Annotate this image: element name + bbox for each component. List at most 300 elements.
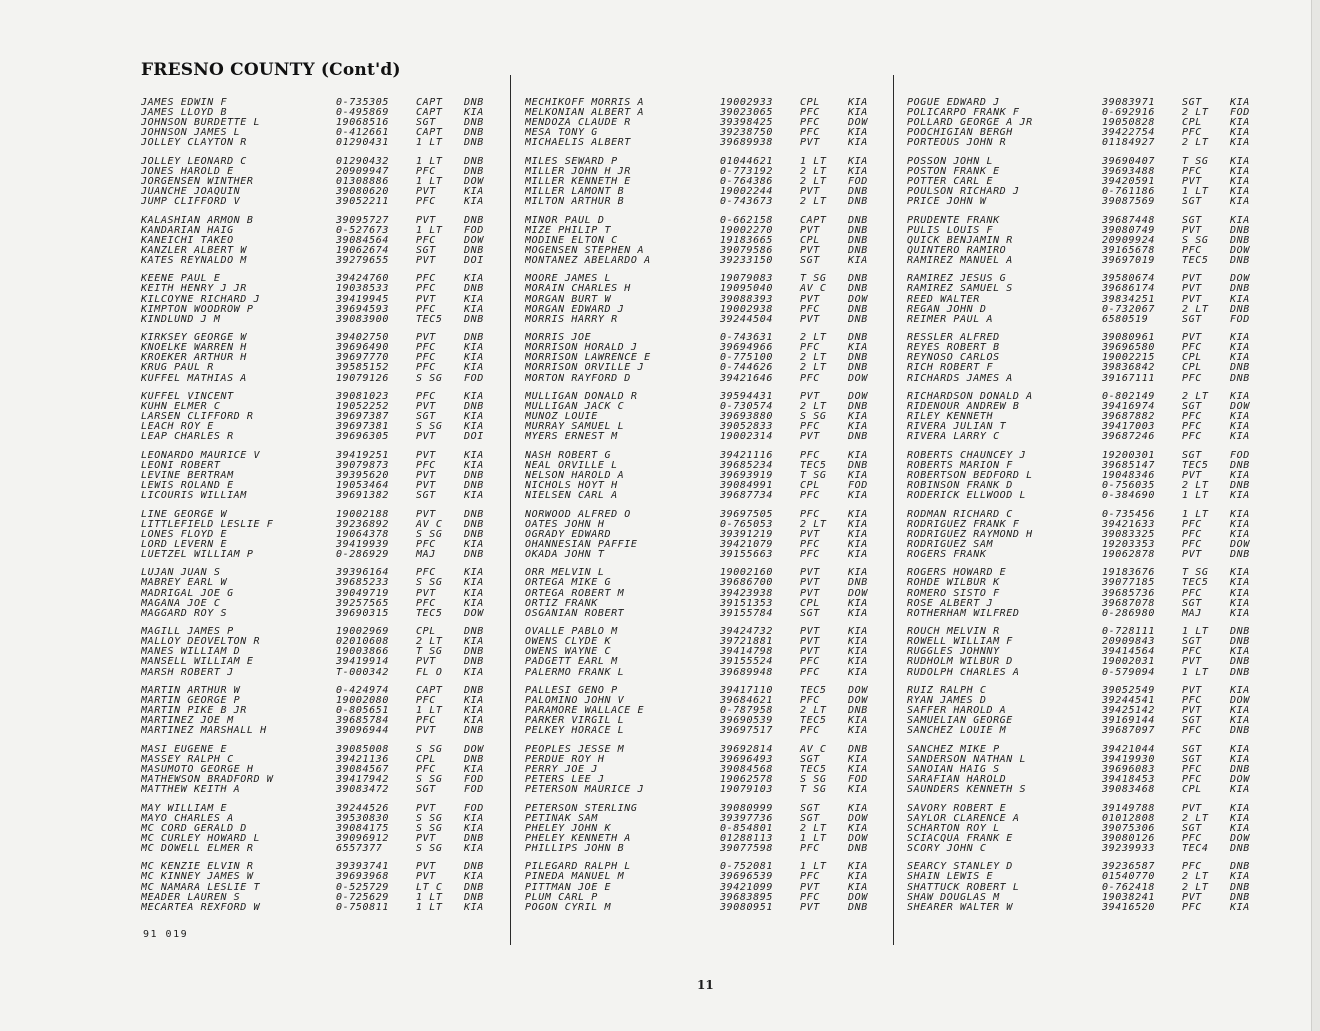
status-code: KIA <box>464 490 484 502</box>
status-code: KIA <box>848 871 868 883</box>
soldier-name: NEAL ORVILLE L <box>525 460 618 471</box>
roster-row <box>907 333 1267 343</box>
roster-row <box>141 824 501 834</box>
status-code: FOD <box>848 480 868 492</box>
rank: PVT <box>1182 283 1202 295</box>
serial-number: 39696490 <box>336 342 389 354</box>
soldier-name: MASUMOTO GEORGE H <box>141 764 254 775</box>
status-code: KIA <box>848 626 868 638</box>
rank: 2 LT <box>1182 871 1209 883</box>
roster-row <box>141 432 501 442</box>
serial-number: 39687078 <box>1102 597 1155 609</box>
soldier-name: SHAW DOUGLAS M <box>907 892 1000 903</box>
serial-number: 0-732067 <box>1102 303 1155 315</box>
status-code: KIA <box>1230 587 1250 599</box>
soldier-name: POSSON JOHN L <box>907 156 994 167</box>
status-code: KIA <box>1230 802 1250 814</box>
status-code: KIA <box>1230 812 1250 824</box>
rank: PFC <box>1182 774 1202 786</box>
status-code: FOD <box>1230 313 1250 325</box>
serial-number: 39585152 <box>336 362 389 374</box>
serial-number: 0-424974 <box>336 684 389 696</box>
status-code: KIA <box>464 666 484 678</box>
serial-number: 39422754 <box>1102 127 1155 139</box>
rank: PVT <box>800 881 820 893</box>
roster-row <box>141 510 501 520</box>
status-code: KIA <box>1230 117 1250 129</box>
rank: PFC <box>1182 411 1202 423</box>
rank: PVT <box>1182 224 1202 236</box>
serial-number: 39425142 <box>1102 705 1155 717</box>
soldier-name: MARTIN GEORGE P <box>141 696 241 707</box>
status-code: DOW <box>1230 538 1250 550</box>
roster-row <box>141 481 501 491</box>
rank: TEC5 <box>416 313 443 325</box>
rank: PFC <box>1182 421 1202 433</box>
roster-row <box>525 862 885 872</box>
soldier-name: MASSEY RALPH C <box>141 754 234 765</box>
status-code: DOW <box>464 175 484 187</box>
rank: PFC <box>416 567 436 579</box>
serial-number: 19002215 <box>1102 352 1155 364</box>
status-code: DNB <box>1230 666 1250 678</box>
status-code: DNB <box>1230 480 1250 492</box>
roster-row <box>141 745 501 755</box>
rank: PFC <box>1182 538 1202 550</box>
soldier-name: MATHEWSON BRADFORD W <box>141 775 274 786</box>
serial-number: 39075306 <box>1102 822 1155 834</box>
roster-row <box>525 530 885 540</box>
roster-row <box>907 755 1267 765</box>
serial-number: 39081023 <box>336 390 389 402</box>
rank: PVT <box>800 528 820 540</box>
soldier-name: KEENE PAUL E <box>141 274 221 285</box>
status-code: DNB <box>848 352 868 364</box>
roster-row <box>907 578 1267 588</box>
rank: 1 LT <box>416 705 443 717</box>
rank: S SG <box>416 743 443 755</box>
rank: PVT <box>800 901 820 913</box>
soldier-name: POSTON FRANK E <box>907 166 1000 177</box>
soldier-name: LARSEN CLIFFORD R <box>141 412 254 423</box>
roster-row <box>907 118 1267 128</box>
rank: PFC <box>800 656 820 668</box>
serial-number: 39023065 <box>720 107 773 119</box>
serial-number: 19002933 <box>720 97 773 108</box>
rank: PFC <box>1182 861 1202 873</box>
status-code: DNB <box>848 283 868 295</box>
rank: PFC <box>800 508 820 520</box>
status-code: DNB <box>464 313 484 325</box>
roster-row <box>907 422 1267 432</box>
soldier-name: SCORY JOHN C <box>907 843 987 854</box>
serial-number: 0-728111 <box>1102 626 1155 638</box>
rank: 2 LT <box>1182 881 1209 893</box>
status-code: DNB <box>1230 459 1250 471</box>
serial-number: 39685736 <box>1102 587 1155 599</box>
rank: PFC <box>800 695 820 707</box>
serial-number: 39697019 <box>1102 254 1155 266</box>
serial-number: 39236587 <box>1102 861 1155 873</box>
roster-group <box>907 568 1267 627</box>
status-code: KIA <box>1230 684 1250 696</box>
status-code: KIA <box>848 165 868 177</box>
status-code: DNB <box>1230 636 1250 648</box>
serial-number: 39393741 <box>336 861 389 873</box>
roster-row <box>141 138 501 148</box>
roster-row <box>907 814 1267 824</box>
roster-row <box>141 343 501 353</box>
rank: 2 LT <box>800 362 827 374</box>
status-code: KIA <box>1230 155 1250 167</box>
status-code: KIA <box>848 548 868 560</box>
soldier-name: LEVINE BERTRAM <box>141 470 234 481</box>
rank: 2 LT <box>416 636 443 648</box>
roster-group <box>141 745 501 804</box>
roster-row <box>141 530 501 540</box>
rank: 1 LT <box>1182 186 1209 198</box>
roster-row <box>525 187 885 197</box>
serial-number: 19183676 <box>1102 567 1155 579</box>
serial-number: 39084567 <box>336 763 389 775</box>
rank: PFC <box>1182 832 1202 844</box>
status-code: DNB <box>848 842 868 854</box>
serial-number: 39052211 <box>336 196 389 208</box>
status-code: DNB <box>464 725 484 737</box>
soldier-name: MANES WILLIAM D <box>141 647 241 658</box>
roster-row <box>907 343 1267 353</box>
serial-number: 39417942 <box>336 774 389 786</box>
roster-row <box>141 785 501 795</box>
soldier-name: MECHIKOFF MORRIS A <box>525 98 645 108</box>
rank: 2 LT <box>800 165 827 177</box>
roster-group <box>907 98 1267 157</box>
roster-row <box>141 236 501 246</box>
rank: PFC <box>1182 725 1202 737</box>
soldier-name: PHELEY KENNETH A <box>525 833 631 844</box>
status-code: KIA <box>1230 431 1250 443</box>
soldier-name: ORTEGA ROBERT M <box>525 588 625 599</box>
soldier-name: KUFFEL MATHIAS A <box>141 373 247 384</box>
roster-row <box>907 540 1267 550</box>
serial-number: 39052833 <box>720 421 773 433</box>
soldier-name: SANOIAN HAIG S <box>907 764 1000 775</box>
roster-row <box>907 647 1267 657</box>
status-code: KIA <box>464 842 484 854</box>
status-code: KIA <box>464 186 484 198</box>
rank: SGT <box>1182 753 1202 765</box>
roster-row <box>907 98 1267 108</box>
serial-number: 39096944 <box>336 725 389 737</box>
soldier-name: ROGERS HOWARD E <box>907 568 1007 579</box>
soldier-name: JUMP CLIFFORD V <box>141 197 241 208</box>
roster-row <box>525 520 885 530</box>
soldier-name: RIVERA JULIAN T <box>907 422 1007 433</box>
roster-group <box>907 686 1267 745</box>
serial-number: 0-765053 <box>720 518 773 530</box>
roster-row <box>525 647 885 657</box>
rank: PFC <box>1182 528 1202 540</box>
roster-row <box>525 491 885 501</box>
soldier-name: RAMIREZ MANUEL A <box>907 255 1013 266</box>
roster-row <box>907 236 1267 246</box>
roster-row <box>525 295 885 305</box>
status-code: KIA <box>848 155 868 167</box>
soldier-name: POGON CYRIL M <box>525 902 612 913</box>
rank: PVT <box>800 587 820 599</box>
serial-number: 19203353 <box>1102 538 1155 550</box>
roster-row <box>907 883 1267 893</box>
rank: PFC <box>800 842 820 854</box>
serial-number: 39834251 <box>1102 293 1155 305</box>
rank: PVT <box>416 449 436 461</box>
serial-number: 39080749 <box>1102 224 1155 236</box>
soldier-name: MARTIN PIKE B JR <box>141 706 247 717</box>
rank: S SG <box>416 372 443 384</box>
roster-row <box>525 197 885 207</box>
status-code: DNB <box>464 127 484 139</box>
roster-row <box>907 520 1267 530</box>
roster-row <box>141 686 501 696</box>
soldier-name: MASI EUGENE E <box>141 744 228 755</box>
status-code: KIA <box>464 459 484 471</box>
roster-group <box>141 451 501 510</box>
status-code: KIA <box>848 597 868 609</box>
serial-number: 39084991 <box>720 480 773 492</box>
soldier-name: MAGILL JAMES P <box>141 627 234 638</box>
status-code: KIA <box>848 715 868 727</box>
rank: CPL <box>416 626 436 638</box>
serial-number: 39697517 <box>720 725 773 737</box>
serial-number: 19002080 <box>336 695 389 707</box>
roster-row <box>141 872 501 882</box>
soldier-name: MATTHEW KEITH A <box>141 785 241 796</box>
soldier-name: MINOR PAUL D <box>525 215 605 226</box>
serial-number: 39077185 <box>1102 577 1155 589</box>
soldier-name: LEAP CHARLES R <box>141 432 234 443</box>
rank: PVT <box>800 224 820 236</box>
status-code: KIA <box>848 127 868 139</box>
soldier-name: PALOMINO JOHN V <box>525 696 625 707</box>
serial-number: 19002969 <box>336 626 389 638</box>
soldier-name: REYES ROBERT B <box>907 343 1000 354</box>
rank: CPL <box>800 597 820 609</box>
serial-number: 39687448 <box>1102 214 1155 226</box>
roster-row <box>141 305 501 315</box>
status-code: DNB <box>464 508 484 520</box>
rank: T SG <box>800 273 827 285</box>
roster-row <box>907 657 1267 667</box>
serial-number: 39079586 <box>720 244 773 256</box>
rank: SGT <box>1182 214 1202 226</box>
soldier-name: OSGANIAN ROBERT <box>525 608 625 619</box>
soldier-name: KILCOYNE RICHARD J <box>141 294 261 305</box>
soldier-name: OKADA JOHN T <box>525 549 605 560</box>
status-code: DNB <box>848 431 868 443</box>
rank: FL O <box>416 666 443 678</box>
soldier-name: ROTHERHAM WILFRED <box>907 608 1020 619</box>
roster-row <box>141 402 501 412</box>
roster-row <box>525 578 885 588</box>
rank: PVT <box>800 186 820 198</box>
serial-number: 0-286929 <box>336 548 389 560</box>
roster-row <box>525 343 885 353</box>
rank: PVT <box>1182 273 1202 285</box>
soldier-name: JORGENSEN WINTHER <box>141 176 254 187</box>
serial-number: 39416974 <box>1102 401 1155 413</box>
rank: SGT <box>416 244 436 256</box>
status-code: KIA <box>464 421 484 433</box>
soldier-name: MALLOY DEOVELTON R <box>141 637 261 648</box>
roster-row <box>907 402 1267 412</box>
roster-row <box>141 108 501 118</box>
roster-row <box>141 374 501 384</box>
soldier-name: MONTANEZ ABELARDO A <box>525 255 651 266</box>
serial-number: 0-662158 <box>720 214 773 226</box>
soldier-name: SHAIN LEWIS E <box>907 872 994 883</box>
status-code: KIA <box>1230 705 1250 717</box>
rank: 1 LT <box>416 901 443 913</box>
roster-row <box>907 197 1267 207</box>
rank: 2 LT <box>800 352 827 364</box>
serial-number: 0-805651 <box>336 705 389 717</box>
status-code: KIA <box>1230 597 1250 609</box>
roster-row <box>525 814 885 824</box>
status-code: KIA <box>1230 490 1250 502</box>
serial-number: 39155663 <box>720 548 773 560</box>
roster-row <box>141 844 501 854</box>
serial-number: 01012808 <box>1102 812 1155 824</box>
roster-group <box>525 745 885 804</box>
roster-row <box>907 305 1267 315</box>
status-code: KIA <box>1230 352 1250 364</box>
soldier-name: MULLIGAN DONALD R <box>525 391 638 402</box>
rank: PFC <box>416 303 436 315</box>
soldier-name: OHANNESIAN PAFFIE <box>525 539 638 550</box>
soldier-name: LORD LEVERN E <box>141 539 228 550</box>
serial-number: 0-579094 <box>1102 666 1155 678</box>
soldier-name: MORRISON ORVILLE J <box>525 363 645 374</box>
roster-row <box>525 305 885 315</box>
rank: 1 LT <box>1182 490 1209 502</box>
soldier-name: PETERS LEE J <box>525 775 605 786</box>
status-code: DNB <box>848 313 868 325</box>
status-code: KIA <box>1230 196 1250 208</box>
serial-number: 39690407 <box>1102 155 1155 167</box>
rank: PFC <box>800 127 820 139</box>
roster-row <box>141 637 501 647</box>
soldier-name: JUANCHE JOAQUIN <box>141 187 241 198</box>
serial-number: 0-752081 <box>720 861 773 873</box>
status-code: DNB <box>848 705 868 717</box>
serial-number: 39414564 <box>1102 646 1155 658</box>
rank: 1 LT <box>416 137 443 149</box>
status-code: KIA <box>1230 528 1250 540</box>
rank: SGT <box>1182 97 1202 108</box>
rank: PFC <box>800 538 820 550</box>
rank: PVT <box>800 431 820 443</box>
rank: CPL <box>800 234 820 246</box>
soldier-name: MORRISON LAWRENCE E <box>525 353 651 364</box>
serial-number: 39088393 <box>720 293 773 305</box>
roster-row <box>525 451 885 461</box>
status-code: KIA <box>464 196 484 208</box>
soldier-name: PETERSON MAURICE J <box>525 785 645 796</box>
status-code: KIA <box>848 508 868 520</box>
rank: PFC <box>416 234 436 246</box>
soldier-name: POLLARD GEORGE A JR <box>907 118 1033 129</box>
roster-row <box>525 824 885 834</box>
status-code: DNB <box>848 273 868 285</box>
serial-number: 39421044 <box>1102 743 1155 755</box>
roster-row <box>141 491 501 501</box>
roster-row <box>141 157 501 167</box>
roster-row <box>525 315 885 325</box>
status-code: KIA <box>464 107 484 119</box>
soldier-name: LEWIS ROLAND E <box>141 481 234 492</box>
serial-number: 39419930 <box>1102 753 1155 765</box>
roster-row <box>907 568 1267 578</box>
serial-number: 39165678 <box>1102 244 1155 256</box>
rank: S SG <box>800 411 827 423</box>
roster-group <box>141 862 501 921</box>
status-code: DOW <box>848 390 868 402</box>
rank: S SG <box>416 577 443 589</box>
serial-number: 01290432 <box>336 155 389 167</box>
status-code: DNB <box>464 891 484 903</box>
status-code: DNB <box>1230 626 1250 638</box>
rank: PVT <box>416 871 436 883</box>
serial-number: 39692814 <box>720 743 773 755</box>
roster-row <box>525 844 885 854</box>
serial-number: 39083900 <box>336 313 389 325</box>
status-code: FOD <box>464 802 484 814</box>
rank: PVT <box>1182 175 1202 187</box>
soldier-name: PORTEOUS JOHN R <box>907 138 1007 149</box>
status-code: KIA <box>1230 577 1250 589</box>
serial-number: 39693880 <box>720 411 773 423</box>
rank: 2 LT <box>1182 137 1209 149</box>
serial-number: 39244541 <box>1102 695 1155 707</box>
serial-number: 01290431 <box>336 137 389 149</box>
status-code: DNB <box>464 137 484 149</box>
rank: PVT <box>416 332 436 344</box>
roster-row <box>525 108 885 118</box>
status-code: DNB <box>1230 224 1250 236</box>
soldier-name: MEADER LAUREN S <box>141 892 241 903</box>
soldier-name: KRUG PAUL R <box>141 363 214 374</box>
serial-number: 01184927 <box>1102 137 1155 149</box>
rank: PVT <box>800 137 820 149</box>
rank: AV C <box>416 518 443 530</box>
roster-group <box>907 392 1267 451</box>
roster-row <box>525 392 885 402</box>
soldier-name: JOHNSON BURDETTE L <box>141 118 261 129</box>
status-code: DOW <box>1230 832 1250 844</box>
rank: PVT <box>800 577 820 589</box>
soldier-name: PETERSON STERLING <box>525 803 638 814</box>
status-code: DNB <box>464 117 484 129</box>
rank: TEC5 <box>416 607 443 619</box>
serial-number: 39697770 <box>336 352 389 364</box>
roster-row <box>141 540 501 550</box>
roster-row <box>141 451 501 461</box>
status-code: DNB <box>464 480 484 492</box>
serial-number: 39580674 <box>1102 273 1155 285</box>
rank: PVT <box>416 293 436 305</box>
status-code: FOD <box>848 774 868 786</box>
serial-number: 39052549 <box>1102 684 1155 696</box>
